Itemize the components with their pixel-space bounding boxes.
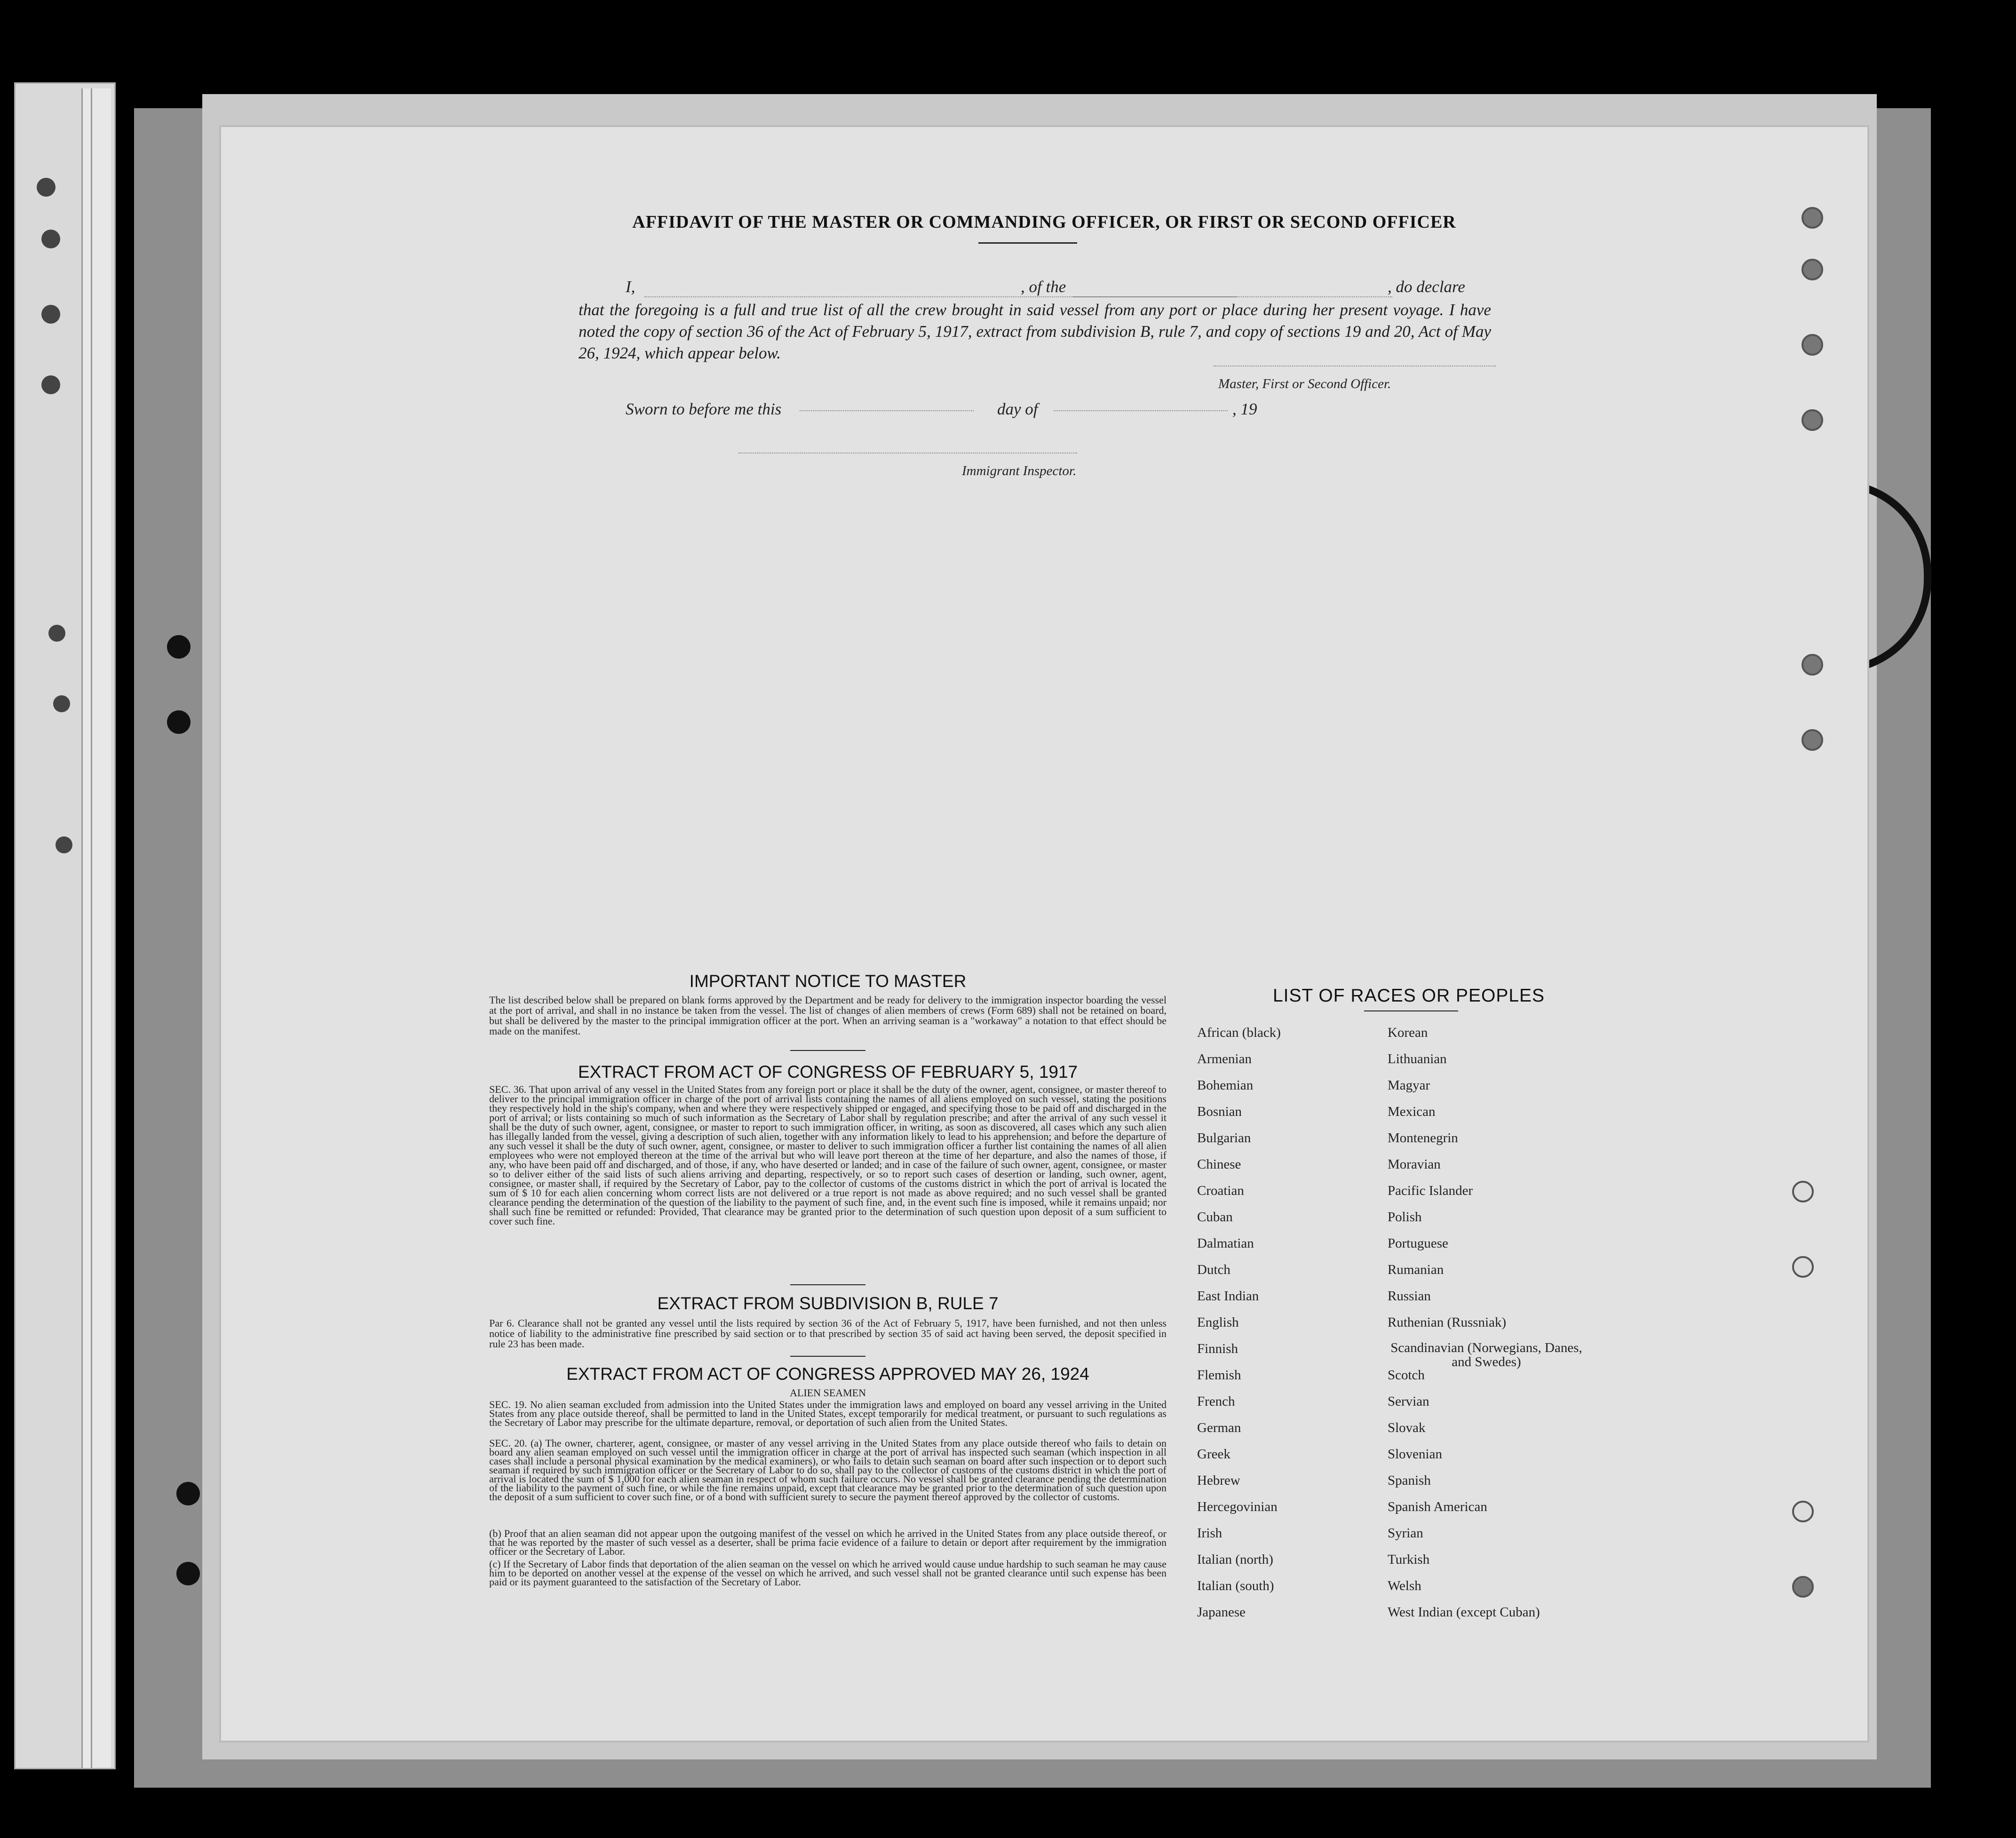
race-item: Irish (1197, 1526, 1222, 1541)
race-item: West Indian (except Cuban) (1388, 1605, 1540, 1620)
extract-1917-title: EXTRACT FROM ACT OF CONGRESS OF FEBRUARY 5, 1917 (578, 1062, 1078, 1082)
race-item: Servian (1388, 1394, 1429, 1409)
binder-hole (53, 695, 70, 712)
affidavit-do-declare: , do declare (1388, 278, 1465, 296)
affidavit-of-the: , of the (1021, 278, 1066, 296)
extract-1917-text: SEC. 36. That upon arrival of any vessel in the United States from any foreign port or place it shall be the duty of the owner, agent, consignee, or master thereof to deliver to the principal immigration officer in charge of the port of arrival lists containing the names of all aliens employed on such vessel, stating the positions they respectively hold in the ship's company, when and where they were respectively shipped or engaged, and specifying those to be paid off and discharged in the port of arrival; or lists containing so much of such information as the Secretary of Labor shall by regulation prescribe; and after the arrival of any such vessel it shall be the duty of such owner, agent, consignee, or master to report to such immigration officer, in writing, as soon as discovered, all cases which any such alien has illegally landed from the vessel, giving a description of such alien, together with any information likely to lead to his apprehension; and before the departure of any such vessel it shall be the duty of such owner, agent, consignee, or master to deliver to such immigration officer a further list containing the names of all alien employees who were not employed thereon at the time of the arrival but who will leave port thereon at the time of her departure, and also the names of those, if any, who have been paid off and discharged, and of those, if any, who have deserted or landed; and in case of the failure of such owner, agent, consignee, or master so to deliver either of the said lists of such aliens arriving and departing, respectively, or so to report such cases of desertion or landing, such owner, agent, consignee, or master shall, if required by the Secretary of Labor, pay to the collector of customs of the customs district in which the port of arrival is located the sum of $ 10 for each alien concerning whom correct lists are not delivered or a true report is not made as above required; and no such vessel shall be granted clearance pending the determination of the question of the liability to the payment of such fine, and, in the event such fine is imposed, while it remains unpaid; nor shall such fine be remitted or refunded: Provided, That clearance may be granted prior to the determination of such question upon deposit of a sum sufficient to cover such fine. (489, 1083, 1167, 1227)
race-item: Italian (north) (1197, 1552, 1273, 1567)
race-item: Croatian (1197, 1183, 1244, 1198)
extract-1924-sec19: SEC. 19. No alien seaman excluded from admission into the United States under the immigration laws and employed on board any vessel arriving in the United States from any place outside thereof, shall be permitted to land in the United States, except temporarily for medical treatment, or pursuant to such regulations as the Secretary of Labor may prescribe for the ultimate departure, removal, or deportation of such alien from the United States. (489, 1399, 1167, 1428)
binder-strip (14, 82, 116, 1769)
race-item: Hercegovinian (1197, 1499, 1278, 1514)
race-item: Chinese (1197, 1157, 1241, 1172)
extract-1924-sec20b: (b) Proof that an alien seaman did not appear upon the outgoing manifest of the vessel on which he arrived in the United States from any place outside thereof, or that he was reported by the master of such vessel as a deserter, shall be prima facie evidence of a failure to detain or deport after requirement by the immigration officer or the Secretary of Labor. (489, 1528, 1167, 1557)
binder-hole (37, 178, 56, 197)
binder-hole (41, 375, 60, 394)
board-hole (176, 1562, 200, 1585)
race-item: Slovenian (1388, 1447, 1442, 1462)
race-item: Japanese (1197, 1605, 1246, 1620)
race-item: Moravian (1388, 1157, 1441, 1172)
extract-1924-sec20a: SEC. 20. (a) The owner, charterer, agent, consignee, or master of any vessel arriving in the United States from any place outside thereof who fails to detain on board any alien seaman employed on such vessel until the immigration officer in charge at the port of arrival has inspected such seaman (which inspection in all cases shall include a personal physical examination by the medical examiners), or who fails to detain such seaman on board after such inspection or to deport such seaman if required by such immigration officer or the Secretary of Labor to do so, shall pay to the collector of customs of the customs district in which the port of arrival is located the sum of $ 1,000 for each alien seaman in respect of whom such failure occurs. No vessel shall be granted clearance pending the determination of the liability to the payment of such fine, or while the fine remains unpaid, except that clearance may be granted prior to the determination of such question upon the deposit of a sum sufficient to cover such fine, or of a bond with sufficient surety to secure the payment thereof approved by the collector of customs. (489, 1437, 1167, 1503)
race-item: Finnish (1197, 1341, 1238, 1356)
extract-rule7-text: Par 6. Clearance shall not be granted any vessel until the lists required by section 36 of the Act of February 5, 1917, have been furnished, and not then unless notice of liability to the administrative fine prescribed by said section or to that prescribed by section 35 of said act having been served, the deposit specified in rule 23 has been made. (489, 1317, 1167, 1350)
race-item: Spanish American (1388, 1499, 1487, 1514)
affidavit-title: AFFIDAVIT OF THE MASTER OR COMMANDING OFFICER, OR FIRST OR SECOND OFFICER (632, 212, 1456, 232)
race-item: Russian (1388, 1289, 1431, 1304)
day-of-label: day of (997, 400, 1038, 418)
board-hole (1802, 729, 1823, 751)
board-hole (1792, 1501, 1814, 1522)
race-item: Armenian (1197, 1051, 1252, 1066)
board-hole (1802, 654, 1823, 676)
board-hole (1802, 334, 1823, 356)
board-hole (1802, 207, 1823, 229)
board-hole (1802, 409, 1823, 431)
sworn-month-blank[interactable] (1054, 409, 1228, 411)
notice-text: The list described below shall be prepared on blank forms approved by the Department and be ready for delivery to the immigration inspector boarding the vessel at the port of arrival, and shall in no instance be taken from the vessel. The list of changes of alien members of crews (Form 689) shall not be retained on board, but shall be delivered by the master to the principal immigration officer at the port. When an arriving seaman is a "workaway" a notation to that effect should be made on the manifest. (489, 994, 1167, 1037)
document-page (221, 127, 1867, 1741)
race-item: Hebrew (1197, 1473, 1240, 1488)
race-item: Korean (1388, 1025, 1428, 1040)
race-item: Bosnian (1197, 1104, 1242, 1119)
races-right-column (1388, 1025, 1585, 1631)
affidavit-body: that the foregoing is a full and true list of all the crew brought in said vessel from any port or place during her present voyage. I have noted the copy of section 36 of the Act of February 5, 1917, extract from subdivision B, rule 7, and copy of sections 19 and 20, Act of May 26, 1924, which appear below. (579, 301, 1491, 362)
board-hole (167, 635, 190, 659)
race-item: Greek (1197, 1447, 1230, 1462)
extract-1924-subtitle: ALIEN SEAMEN (790, 1387, 866, 1399)
race-item: Ruthenian (Russniak) (1388, 1315, 1507, 1330)
race-item: Dalmatian (1197, 1236, 1254, 1251)
board-hole (1802, 259, 1823, 280)
signature-blank[interactable] (1214, 365, 1496, 366)
extract-1924-title: EXTRACT FROM ACT OF CONGRESS APPROVED MAY 26, 1924 (566, 1364, 1089, 1384)
race-item: Rumanian (1388, 1262, 1444, 1277)
race-item: Turkish (1388, 1552, 1430, 1567)
board-hole (167, 710, 190, 734)
section-divider (790, 1284, 865, 1285)
inspector-signature-blank[interactable] (738, 452, 1077, 454)
binder-hole (41, 305, 60, 324)
binder-hole (48, 625, 65, 642)
affidavit-i-label: I, (626, 278, 635, 296)
page-edge (91, 88, 111, 1768)
race-item: Scandinavian (Norwegians, Danes, and Swedes) (1390, 1340, 1582, 1369)
race-item: Italian (south) (1197, 1578, 1274, 1593)
binder-hole (41, 230, 60, 248)
title-divider (978, 242, 1077, 244)
binder-hole (56, 836, 72, 853)
race-item: Mexican (1388, 1104, 1436, 1119)
notice-title: IMPORTANT NOTICE TO MASTER (689, 971, 967, 991)
race-item: Slovak (1388, 1420, 1426, 1435)
races-title: LIST OF RACES OR PEOPLES (1272, 986, 1545, 1006)
board-hole (1792, 1256, 1814, 1278)
race-item: Syrian (1388, 1526, 1423, 1541)
board-hole (176, 1482, 200, 1505)
race-item: Magyar (1388, 1078, 1430, 1093)
race-item: Portuguese (1388, 1236, 1448, 1251)
race-item: French (1197, 1394, 1235, 1409)
race-item: Spanish (1388, 1473, 1431, 1488)
section-divider (790, 1356, 865, 1357)
race-item: Cuban (1197, 1209, 1233, 1225)
race-item: Dutch (1197, 1262, 1230, 1277)
board-hole (1792, 1576, 1814, 1598)
race-item: Pacific Islander (1388, 1183, 1473, 1198)
sworn-day-blank[interactable] (800, 409, 974, 411)
race-item: German (1197, 1420, 1241, 1435)
master-caption: Master, First or Second Officer. (1218, 376, 1391, 391)
race-item: African (black) (1197, 1025, 1281, 1040)
section-divider (790, 1050, 865, 1051)
board-hole (1792, 1181, 1814, 1202)
race-item: Welsh (1388, 1578, 1421, 1593)
sworn-label: Sworn to before me this (626, 400, 782, 418)
race-item: Lithuanian (1388, 1051, 1447, 1066)
race-item: East Indian (1197, 1289, 1259, 1304)
inspector-caption: Immigrant Inspector. (962, 463, 1077, 478)
extract-rule7-title: EXTRACT FROM SUBDIVISION B, RULE 7 (657, 1294, 999, 1313)
vessel-blank[interactable] (1072, 282, 1392, 297)
extract-1924-sec20c: (c) If the Secretary of Labor finds that deportation of the alien seaman on the vessel on which he arrived would cause undue hardship to such seaman he may cause him to be deported on another vessel at the expense of the vessel on which he arrived, and such vessel shall not be granted clearance until such expense has been paid or its payment guaranteed to the satisfaction of the Secretary of Labor. (489, 1558, 1167, 1588)
year-label: , 19 (1232, 400, 1257, 418)
race-item: Polish (1388, 1209, 1422, 1225)
race-item: Bohemian (1197, 1078, 1254, 1093)
race-item: Montenegrin (1388, 1130, 1458, 1146)
race-item: Flemish (1197, 1368, 1241, 1383)
race-item: Scotch (1388, 1368, 1425, 1383)
race-item: English (1197, 1315, 1239, 1330)
races-left-column (1197, 1025, 1281, 1631)
race-item: Bulgarian (1197, 1130, 1251, 1146)
